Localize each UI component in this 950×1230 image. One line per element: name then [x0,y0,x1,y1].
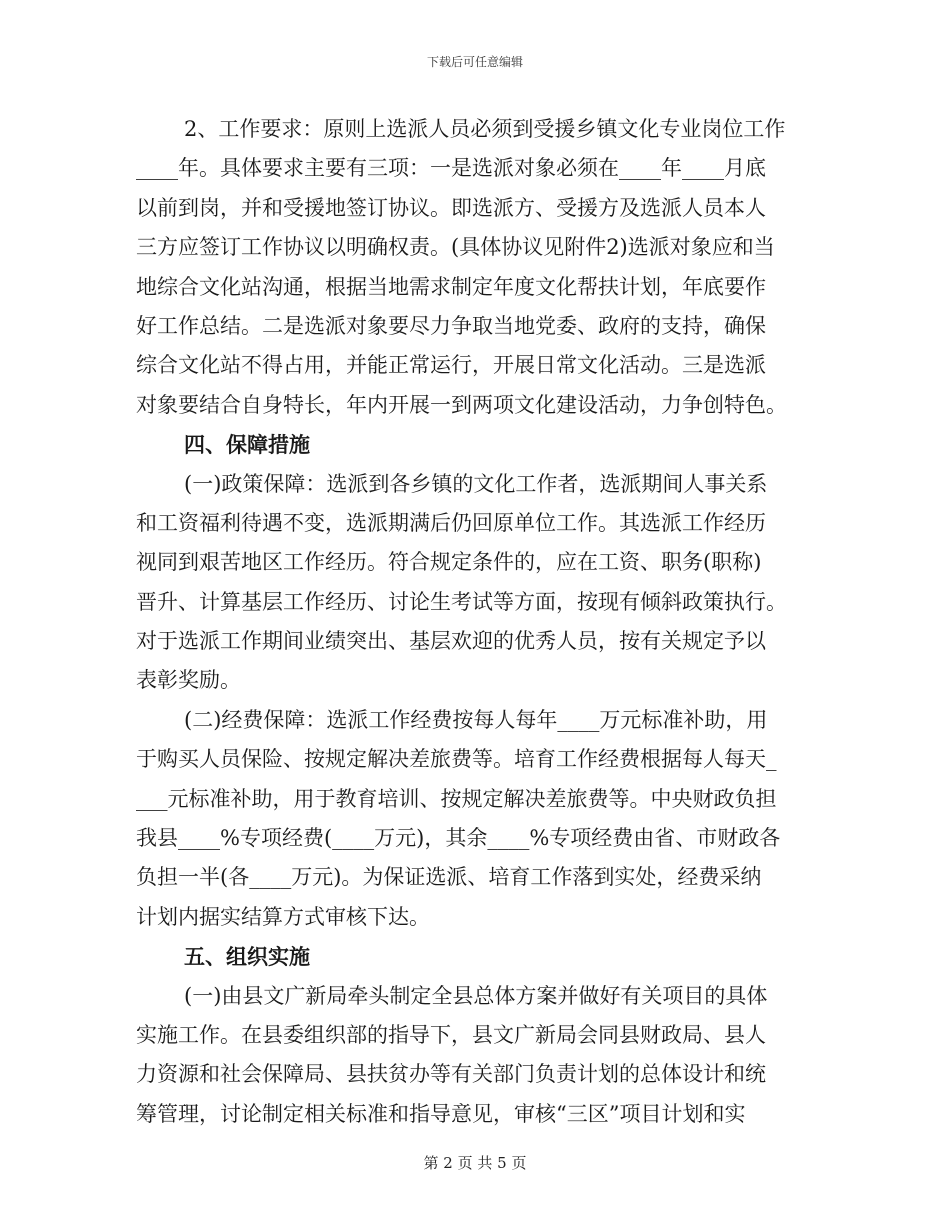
document-body [136,110,816,1134]
paragraph-funding-guarantee [136,701,816,937]
text-line: 对于选派工作期间业绩突出、基层欢迎的优秀人员，按有关规定予以 [136,629,766,654]
text-line: 地综合文化站沟通，根据当地需求制定年度文化帮扶计划，年底要作 [136,274,766,299]
text-line: ____年。具体要求主要有三项：一是选派对象必须在____年____月底 [136,156,766,181]
text-line: 以前到岗，并和受援地签订协议。即选派方、受援方及选派人员本人 [136,195,766,220]
section-heading-safeguards: 四、保障措施 [184,432,310,458]
text-line: 对象要结合自身特长，年内开展一到两项文化建设活动，力争创特色。 [136,392,787,417]
page-number: 第 2 页 共 5 页 [423,1154,527,1172]
text-line: 力资源和社会保障局、县扶贫办等有关部门负责计划的总体设计和统 [136,1062,766,1087]
text-line: 实施工作。在县委组织部的指导下，县文广新局会同县财政局、县人 [136,1022,766,1047]
text-line: 视同到艰苦地区工作经历。符合规定条件的，应在工资、职务(职称) [136,550,762,575]
text-line: ___元标准补助，用于教育培训、按规定解决差旅费等。中央财政负担 [136,786,777,811]
text-line: 筹管理，讨论制定相关标准和指导意见，审核“三区”项目计划和实 [136,1101,746,1126]
text-line: 2、工作要求：原则上选派人员必须到受援乡镇文化专业岗位工作 [184,117,786,141]
section-heading-implementation: 五、组织实施 [184,944,310,970]
text-line: 于购买人员保险、按规定解决差旅费等。培育工作经费根据每人每天_ [136,747,777,772]
text-line: (一)政策保障：选派到各乡镇的文化工作者，选派期间人事关系 [184,471,768,496]
text-line: 和工资福利待遇不变，选派期满后仍回原单位工作。其选派工作经历 [136,510,766,535]
text-line: 计划内据实结算方式审核下达。 [136,904,430,929]
text-line: 晋升、计算基层工作经历、讨论生考试等方面，按现有倾斜政策执行。 [136,589,787,614]
paragraph-policy-guarantee [136,465,816,701]
text-line: 三方应签订工作协议以明确权责。(具体协议见附件2)选派对象应和当 [136,235,775,260]
text-line: 表彰奖励。 [136,668,241,693]
text-line: (二)经费保障：选派工作经费按每人每年____万元标准补助，用 [184,707,768,732]
text-line: 负担一半(各____万元)。为保证选派、培育工作落到实处，经费采纳 [136,865,762,890]
text-line: 好工作总结。二是选派对象要尽力争取当地党委、政府的支持，确保 [136,313,766,338]
paragraph-implementation [136,977,816,1135]
text-line: (一)由县文广新局牵头制定全县总体方案并做好有关项目的具体 [184,983,768,1008]
text-line: 综合文化站不得占用，并能正常运行，开展日常文化活动。三是选派 [136,353,766,378]
text-line: 我县____%专项经费(____万元)，其余____%专项经费由省、市财政各 [136,826,781,851]
paragraph-work-requirements [136,110,816,425]
page-header: 下载后可任意编辑 [426,55,523,69]
